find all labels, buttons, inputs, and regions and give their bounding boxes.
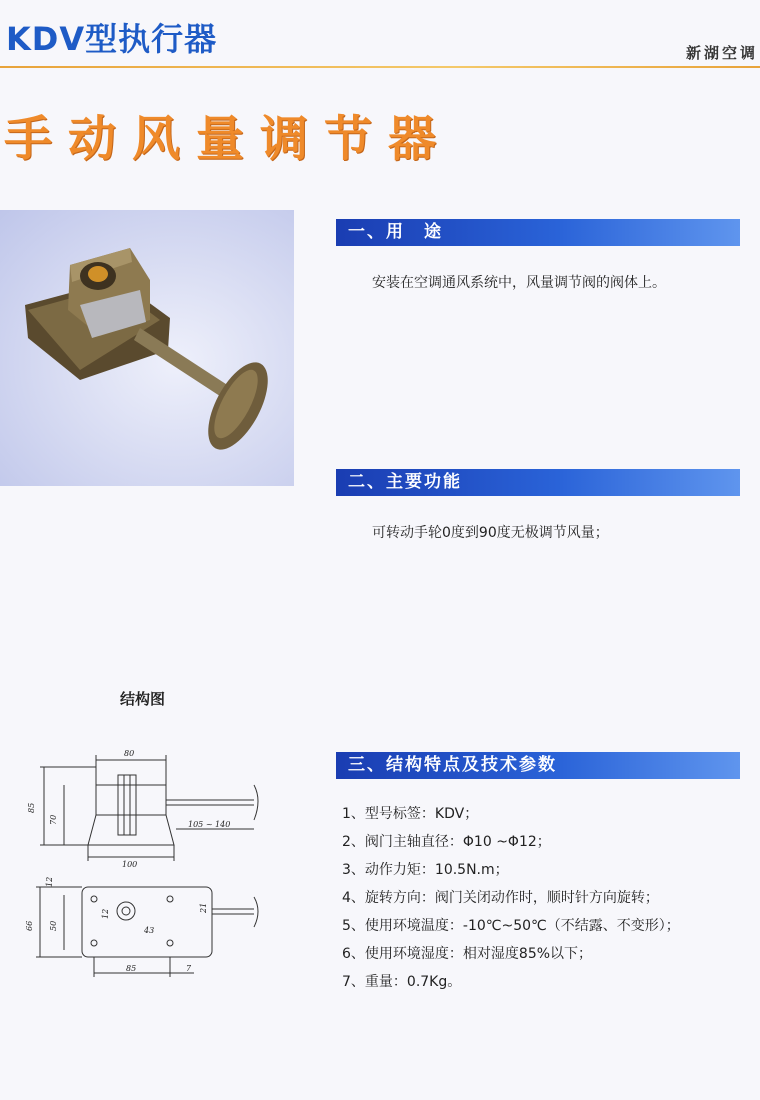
drawing-body-outline [96, 785, 166, 815]
spec-item: 6、使用环境湿度：相对湿度85%以下； [342, 946, 593, 962]
function-text: 可转动手轮0度到90度无极调节风量； [372, 525, 609, 541]
drawing-sector-outline [118, 775, 136, 835]
brand-name: 新湖空调 [685, 44, 758, 62]
spec-item: 4、旋转方向：阀门关闭动作时，顺时针方向旋转； [342, 890, 659, 906]
dim-plate-edge: 7 [186, 964, 192, 973]
actuator-image [0, 210, 294, 486]
usage-text: 安装在空调通风系统中，风量调节阀的阀体上。 [372, 275, 666, 291]
dim-shaft-range: 105 ~ 140 [188, 820, 231, 829]
spec-item: 5、使用环境温度：-10℃~50℃（不结露、不变形）； [342, 918, 680, 934]
dim-plate-width: 85 [126, 964, 137, 973]
product-photo [0, 210, 294, 486]
spec-list [342, 800, 680, 996]
dim-plate-height-inner: 50 [49, 920, 58, 931]
spec-item: 7、重量：0.7Kg。 [342, 974, 462, 990]
drawing-shaft-hole [117, 902, 135, 920]
section-heading-function: 二、主要功能 [336, 469, 740, 496]
dim-hole-spacing: 43 [144, 926, 155, 935]
dim-plate-offset: 12 [45, 876, 54, 887]
drawing-plate-outline [82, 887, 212, 957]
header-divider [0, 66, 760, 68]
drawing-base-outline [88, 815, 174, 845]
section-heading-specs: 三、结构特点及技术参数 [336, 752, 740, 779]
dim-height-body: 70 [49, 814, 58, 825]
dim-plate-height-total: 66 [25, 920, 34, 931]
header-title: KDV型执行器 [6, 20, 218, 58]
structure-label: 结构图 [120, 690, 166, 708]
dim-hole-offset: 12 [101, 908, 110, 919]
dim-shaft-offset: 21 [199, 902, 208, 913]
spec-item: 2、阀门主轴直径：Φ10 ~Φ12； [342, 834, 551, 850]
spec-item: 3、动作力矩：10.5N.m； [342, 862, 509, 878]
dim-top-width: 80 [124, 749, 135, 758]
dim-base-width: 100 [122, 860, 138, 869]
dim-height-total: 85 [27, 802, 36, 813]
structure-drawing [26, 745, 276, 995]
section-heading-usage: 一、用 途 [336, 219, 740, 246]
page-title: 手动风量调节器 [4, 111, 453, 167]
spec-item: 1、型号标签：KDV； [342, 806, 479, 822]
